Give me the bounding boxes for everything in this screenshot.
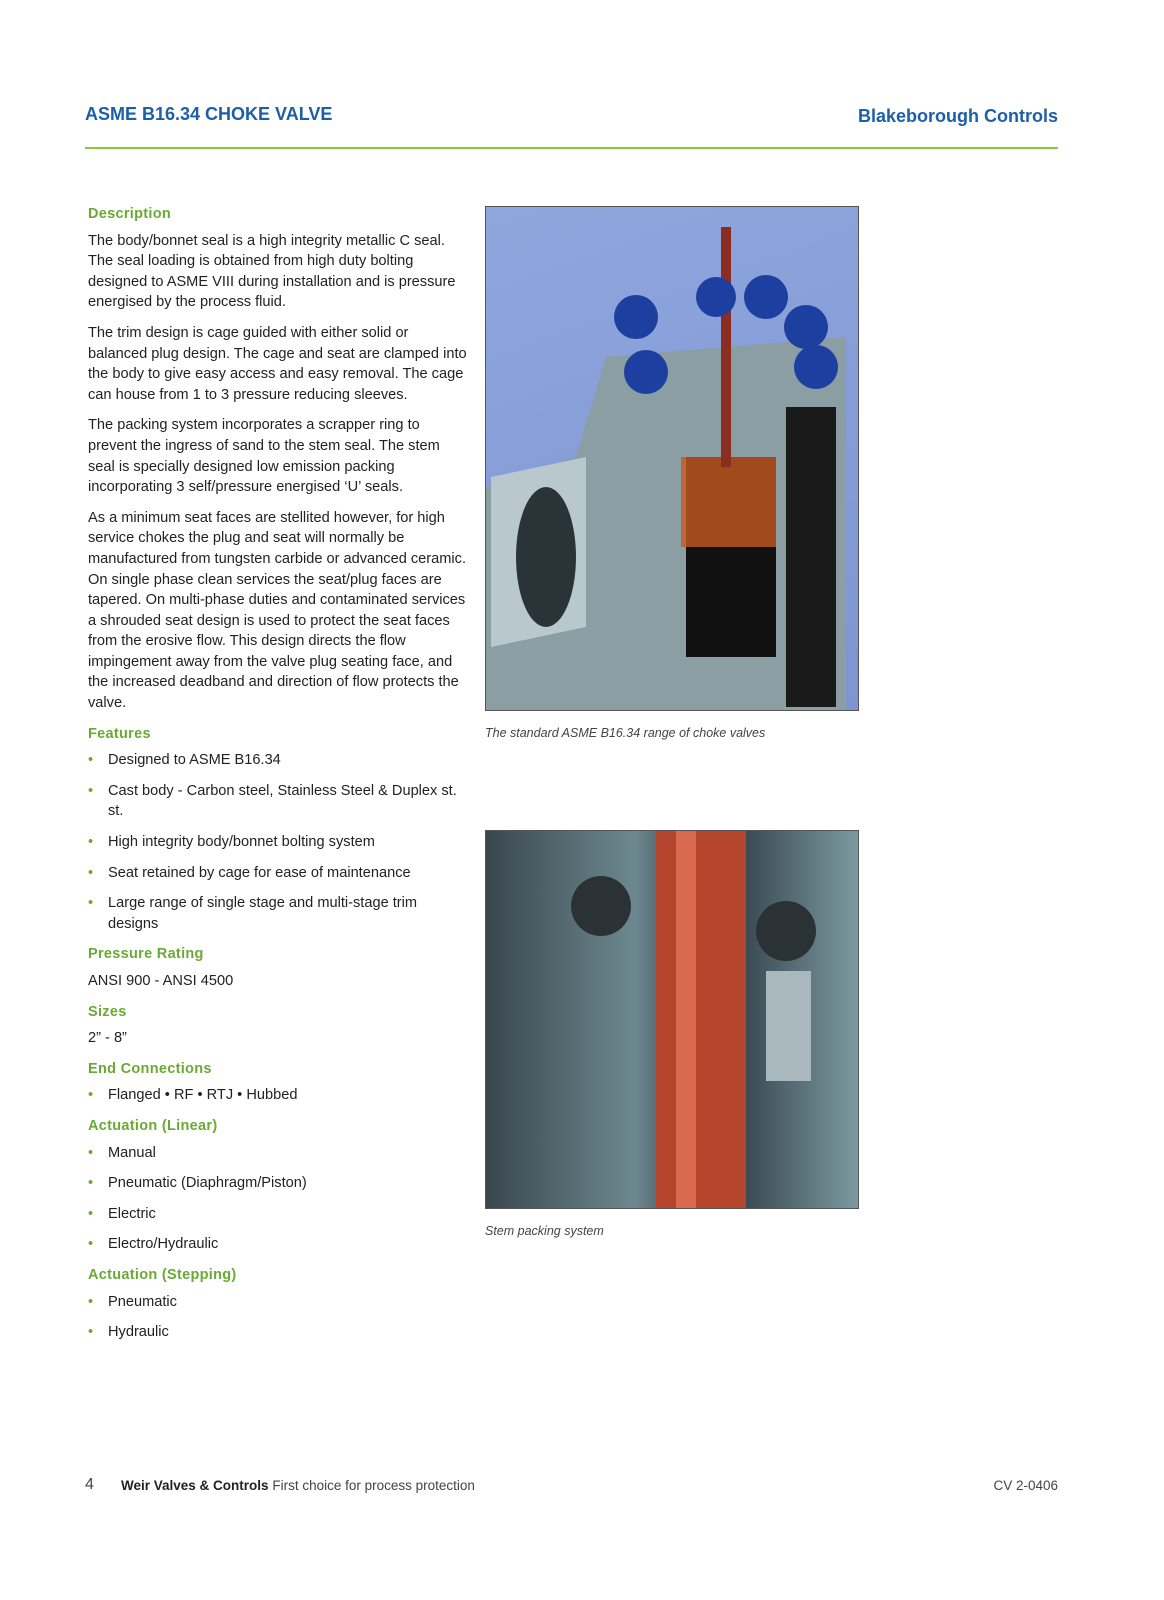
description-heading: Description	[88, 206, 172, 222]
list-item: • Seat retained by cage for ease of maintenance	[88, 863, 468, 884]
list-item: • Pneumatic (Diaphragm/Piston)	[88, 1173, 468, 1194]
list-item: • Manual	[88, 1143, 468, 1164]
actuation-linear-list	[88, 1143, 468, 1255]
text-column	[88, 204, 468, 1353]
document-title: ASME B16.34 CHOKE VALVE	[85, 104, 333, 124]
actuation-linear-heading: Actuation (Linear)	[88, 1117, 218, 1134]
list-item: • Flanged • RF • RTJ • Hubbed	[88, 1085, 468, 1106]
sizes-heading: Sizes	[88, 1003, 127, 1020]
features-heading: Features	[88, 725, 151, 742]
page-number: 4	[85, 1476, 94, 1493]
paragraph: The body/bonnet seal is a high integrity metallic C seal. The seal loading is obtained from high duty bolting designed to ASME VIII during installation and is pressure energised by the process fluid.	[88, 232, 456, 311]
list-item: • Large range of single stage and multi-stage trim designs	[88, 893, 468, 934]
list-item: • High integrity body/bonnet bolting system	[88, 832, 468, 853]
pressure-heading: Pressure Rating	[88, 946, 204, 963]
sizes-value: 2” - 8”	[88, 1030, 127, 1047]
brand-name: Blakeborough Controls	[857, 106, 1058, 126]
features-list	[88, 750, 468, 934]
paragraph: The trim design is cage guided with either solid or balanced plug design. The cage and seat are clamped into the body to give easy access and easy removal. The cage can house from 1 to 3 pressure reducing sleeves.	[88, 324, 467, 403]
list-item: • Cast body - Carbon steel, Stainless Steel & Duplex st. st.	[88, 781, 468, 822]
stem-packing-image	[485, 830, 859, 1209]
choke-valve-image	[485, 206, 859, 711]
actuation-stepping-heading: Actuation (Stepping)	[88, 1266, 237, 1283]
pressure-value: ANSI 900 - ANSI 4500	[88, 973, 234, 989]
footer-company: Weir Valves & Controls	[121, 1478, 269, 1493]
list-item: • Electric	[88, 1204, 468, 1225]
footer-slogan: First choice for process protection	[272, 1478, 475, 1493]
figure-caption: Stem packing system	[485, 1224, 604, 1238]
actuation-stepping-list	[88, 1292, 468, 1343]
list-item: • Hydraulic	[88, 1322, 468, 1343]
paragraph: The packing system incorporates a scrapper ring to prevent the ingress of sand to the stem seal. The stem seal is specially designed low emission packing incorporating 3 self/pressure energised ‘U’ seals.	[88, 417, 440, 496]
document-code: CV 2-0406	[993, 1478, 1058, 1493]
list-item: • Designed to ASME B16.34	[88, 750, 468, 771]
end-connections-heading: End Connections	[88, 1060, 212, 1077]
paragraph: As a minimum seat faces are stellited however, for high service chokes the plug and seat will normally be manufactured from tungsten carbide or advanced ceramic. On single phase clean services the seat/plug faces are tapered. On multi-phase duties and contaminated services a shrouded seat design is used to protect the seat faces from the erosive flow. This design directs the flow impingement away from the valve plug seating face, and the increased deadband and direction of flow protects the valve.	[88, 509, 467, 712]
end-connections-list	[88, 1085, 468, 1106]
header-divider	[85, 147, 1058, 149]
figure-caption: The standard ASME B16.34 range of choke valves	[485, 726, 766, 740]
list-item: • Electro/Hydraulic	[88, 1234, 468, 1255]
footer-tagline	[121, 1478, 475, 1493]
list-item: • Pneumatic	[88, 1292, 468, 1313]
